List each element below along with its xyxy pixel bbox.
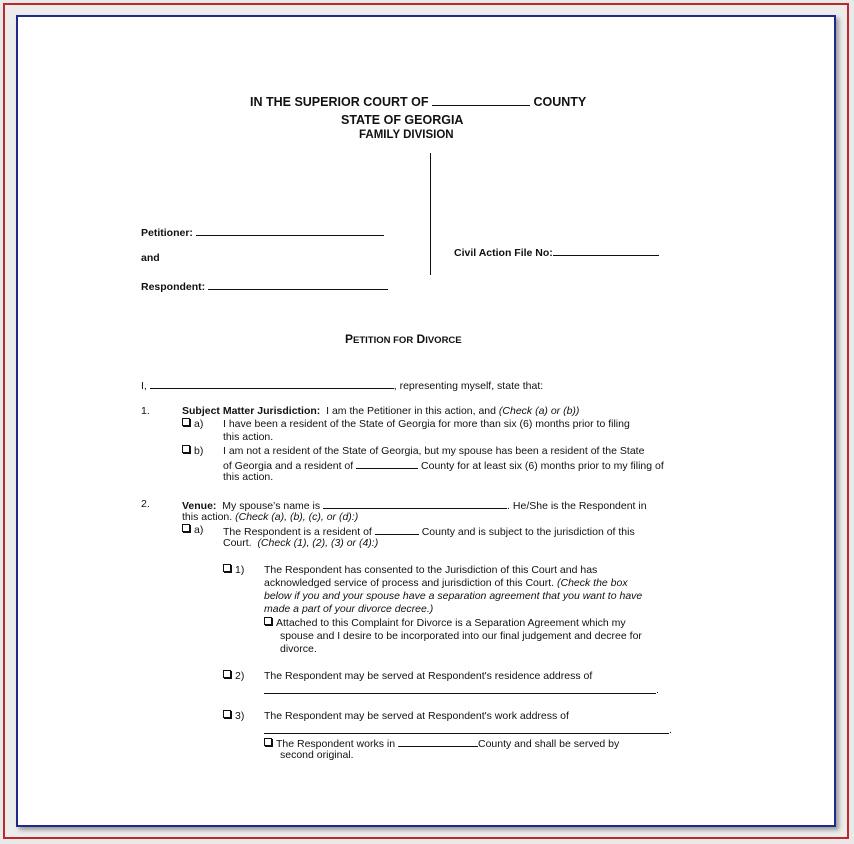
checkbox-option-3[interactable] xyxy=(223,710,231,718)
court-header-suffix: COUNTY xyxy=(533,95,587,109)
civil-action-label: Civil Action File No: xyxy=(454,247,553,259)
county-2a-blank[interactable] xyxy=(375,524,419,535)
document-title: PETITION FOR DIVORCE xyxy=(345,332,462,346)
checkbox-1a[interactable] xyxy=(182,418,190,426)
spouse-name-blank[interactable] xyxy=(323,498,507,509)
court-header-line1 xyxy=(250,95,586,109)
work-county-blank[interactable] xyxy=(398,736,478,747)
section-2-a-text2: Court. (Check (1), (2), (3) or (4):) xyxy=(223,537,379,549)
section-2-a-text1: The Respondent is a resident of County and is subject to the jurisdiction of this xyxy=(223,526,635,538)
section-2-option-a: a) xyxy=(182,524,203,537)
option-3-end: . xyxy=(669,724,672,736)
option-2-text1: The Respondent may be served at Respondent's residence address of xyxy=(264,670,593,682)
section-1-number: 1. xyxy=(141,405,150,417)
checkbox-option-1[interactable] xyxy=(223,564,231,572)
division-header: FAMILY DIVISION xyxy=(359,129,454,141)
petitioner-blank[interactable] xyxy=(196,225,384,236)
document-page xyxy=(16,15,836,827)
intro-line: I, , representing myself, state that: xyxy=(141,380,544,392)
state-header: STATE OF GEORGIA xyxy=(341,113,464,127)
section-2-line2: this action. (Check (a), (b), (c), or (d):) xyxy=(182,511,359,523)
option-3-sub: The Respondent works in County and shall be served by xyxy=(264,736,619,751)
option-1-text4: made a part of your divorce decree.) xyxy=(264,603,434,615)
petitioner-name-blank[interactable] xyxy=(150,378,394,389)
section-1-option-a: a) xyxy=(182,418,203,431)
checkbox-1b[interactable] xyxy=(182,445,190,453)
option-1-sub: Attached to this Complaint for Divorce is a Separation Agreement which my xyxy=(264,617,626,630)
option-1-sub-text2: spouse and I desire to be incorporated into our final judgement and decree for xyxy=(280,630,642,642)
section-1-a-text1: I have been a resident of the State of Georgia for more than six (6) months prior to filing xyxy=(223,418,630,430)
civil-action-row xyxy=(454,245,659,260)
work-address-blank[interactable] xyxy=(264,733,669,734)
county-1b-blank[interactable] xyxy=(356,458,418,469)
section-1-b-text3: this action. xyxy=(223,471,274,483)
section-1-b-text2: of Georgia and a resident of County for at least six (6) months prior to my filing of xyxy=(223,460,664,472)
option-2-end: . xyxy=(656,684,659,696)
county-blank[interactable] xyxy=(432,95,530,106)
residence-address-blank[interactable] xyxy=(264,693,656,694)
option-1-sub-text3: divorce. xyxy=(280,643,317,655)
option-3: 3) xyxy=(223,710,244,723)
option-1-text2: acknowledged service of process and jurisdiction of this Court. (Check the box xyxy=(264,577,628,589)
checkbox-option-2[interactable] xyxy=(223,670,231,678)
caption-divider xyxy=(430,153,431,275)
section-1-a-text2: this action. xyxy=(223,431,274,443)
checkbox-2a[interactable] xyxy=(182,524,190,532)
checkbox-works-in[interactable] xyxy=(264,738,272,746)
petitioner-row xyxy=(141,225,384,240)
option-2: 2) xyxy=(223,670,244,683)
option-1: 1) xyxy=(223,564,244,577)
section-2-heading-line: Venue: My spouse’s name is . He/She is the Respondent in xyxy=(182,500,647,512)
respondent-label: Respondent: xyxy=(141,281,206,293)
section-2-number: 2. xyxy=(141,498,150,510)
petitioner-label: Petitioner: xyxy=(141,227,193,239)
section-1-heading-line: Subject Matter Jurisdiction: I am the Petitioner in this action, and (Check (a) or (b)) xyxy=(182,405,580,417)
checkbox-separation-agreement[interactable] xyxy=(264,617,272,625)
section-1-b-text1: I am not a resident of the State of Georgia, but my spouse has been a resident of the State xyxy=(223,445,645,457)
option-3-text1: The Respondent may be served at Respondent's work address of xyxy=(264,710,569,722)
respondent-row xyxy=(141,279,388,294)
option-1-text3: below if you and your spouse have a separation agreement that you want to have xyxy=(264,590,643,602)
court-header-prefix: IN THE SUPERIOR COURT OF xyxy=(250,95,429,109)
section-1-option-b: b) xyxy=(182,445,203,458)
civil-action-blank[interactable] xyxy=(553,245,659,256)
option-1-text1: The Respondent has consented to the Jurisdiction of this Court and has xyxy=(264,564,598,576)
option-3-sub-text2: second original. xyxy=(280,749,354,761)
respondent-blank[interactable] xyxy=(208,279,388,290)
and-label: and xyxy=(141,252,160,264)
